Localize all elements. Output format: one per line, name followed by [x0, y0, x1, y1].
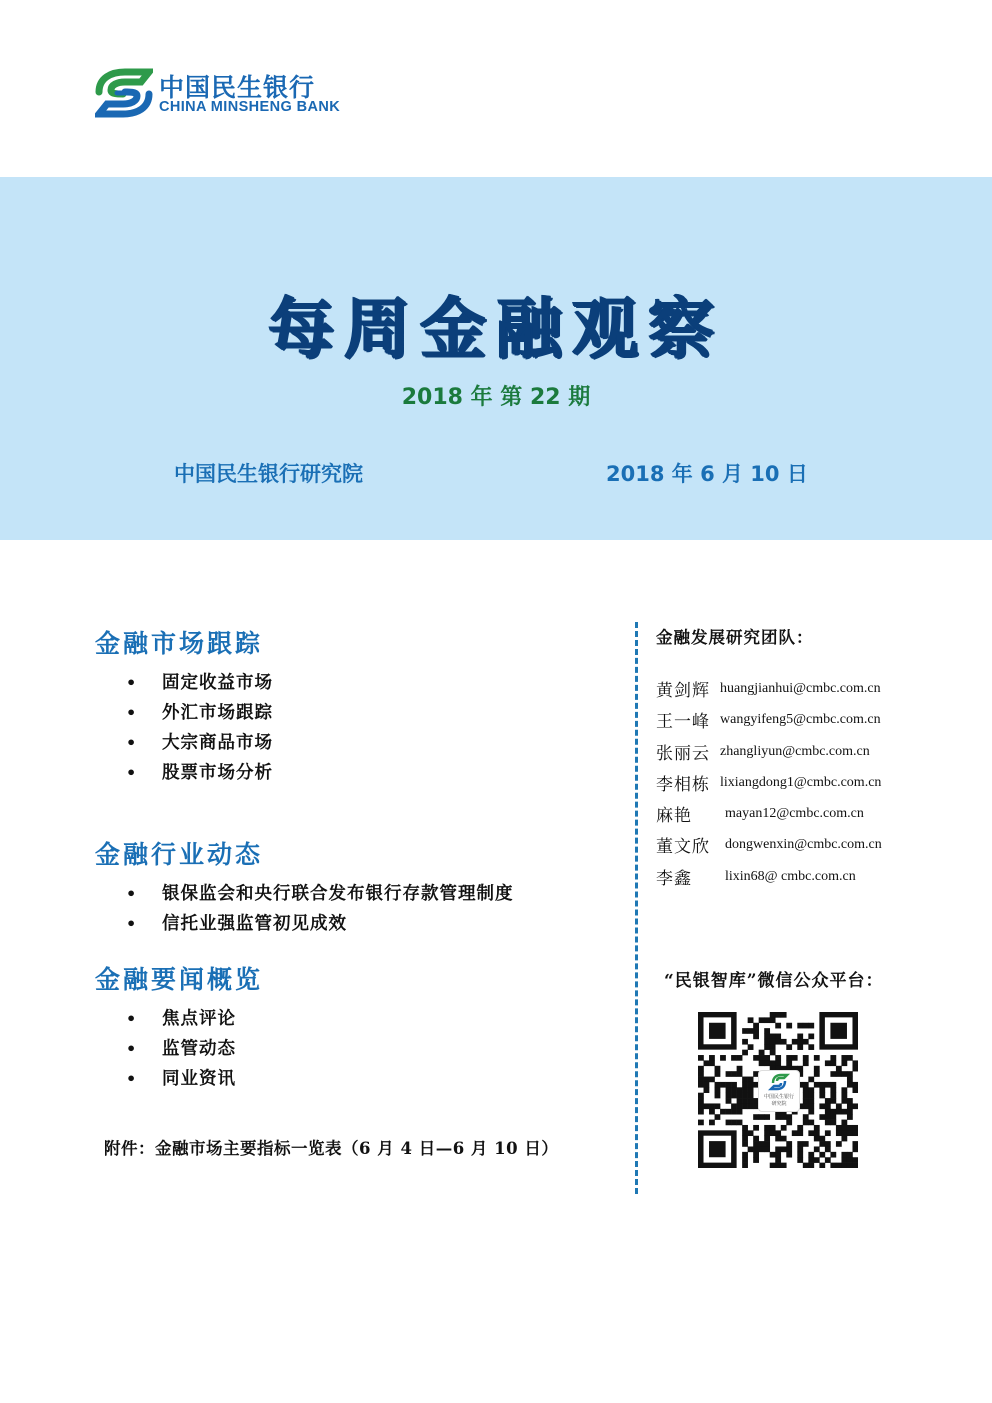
list-item [126, 1064, 236, 1094]
bullet-icon: • [126, 884, 138, 903]
list-item-label: 信托业强监管初见成效 [162, 914, 347, 934]
section-heading-industry-news: 金融行业动态 [95, 840, 264, 869]
list-item-label: 固定收益市场 [162, 673, 273, 693]
title-banner [0, 177, 992, 540]
bullet-icon: • [126, 703, 138, 722]
team-member [656, 739, 956, 770]
wechat-qr-code[interactable] [698, 1012, 858, 1168]
team-member [656, 676, 956, 707]
institute-name: 中国民生银行研究院 [174, 462, 363, 486]
team-member [656, 707, 956, 738]
publication-title: 每周金融观察 [268, 290, 724, 367]
member-name: 张丽云 [656, 743, 710, 764]
publication-date: 2018 年 6 月 10 日 [606, 462, 808, 486]
list-item [126, 758, 273, 788]
market-tracking-list [126, 668, 273, 788]
logo-english-name: CHINA MINSHENG BANK [159, 99, 341, 115]
bullet-icon: • [126, 1009, 138, 1028]
industry-news-list [126, 879, 514, 939]
bullet-icon: • [126, 1039, 138, 1058]
member-name: 李相栋 [656, 774, 710, 795]
issue-number: 2018 年 第 22 期 [401, 385, 591, 410]
appendix-note: 附件：金融市场主要指标一览表（6 月 4 日—6 月 10 日） [104, 1139, 559, 1158]
qr-center-sublabel: 研究院 [771, 1101, 787, 1107]
team-member [656, 864, 956, 895]
list-item-label: 同业资讯 [162, 1069, 236, 1089]
bullet-icon: • [126, 673, 138, 692]
minsheng-small-logo-icon [759, 1071, 799, 1093]
section-heading-news-overview: 金融要闻概览 [95, 965, 264, 994]
list-item [126, 1004, 236, 1034]
qr-center-logo [758, 1070, 800, 1112]
member-email[interactable]: dongwenxin@cmbc.com.cn [725, 837, 882, 853]
minsheng-logo-mark-icon [95, 68, 153, 118]
list-item-label: 银保监会和央行联合发布银行存款管理制度 [162, 884, 514, 904]
bullet-icon: • [126, 733, 138, 752]
list-item [126, 698, 273, 728]
list-item [126, 728, 273, 758]
team-list [656, 676, 956, 895]
member-name: 黄剑辉 [656, 681, 710, 701]
member-email[interactable]: zhangliyun@cmbc.com.cn [720, 743, 870, 759]
bullet-icon: • [126, 1069, 138, 1088]
member-email[interactable]: huangjianhui@cmbc.com.cn [720, 681, 881, 696]
member-email[interactable]: wangyifeng5@cmbc.com.cn [720, 712, 881, 728]
member-name: 麻艳 [656, 806, 692, 827]
wechat-label: “民银智库”微信公众平台： [664, 971, 884, 991]
team-member [656, 832, 956, 863]
logo-chinese-name: 中国民生银行 [159, 73, 316, 102]
list-item-label: 外汇市场跟踪 [162, 703, 273, 723]
column-divider [635, 622, 638, 1194]
list-item [126, 909, 514, 939]
member-email[interactable]: lixiangdong1@cmbc.com.cn [720, 774, 882, 790]
bullet-icon: • [126, 914, 138, 933]
team-member [656, 770, 956, 801]
team-heading: 金融发展研究团队： [656, 628, 814, 647]
list-item-label: 监管动态 [162, 1039, 236, 1059]
list-item [126, 1034, 236, 1064]
list-item-label: 焦点评论 [162, 1009, 236, 1029]
member-name: 王一峰 [656, 712, 710, 733]
list-item-label: 股票市场分析 [162, 763, 273, 783]
list-item-label: 大宗商品市场 [162, 733, 273, 753]
member-email[interactable]: lixin68@ cmbc.com.cn [725, 868, 856, 884]
bullet-icon: • [126, 763, 138, 782]
team-member [656, 801, 956, 832]
qr-center-label: 中国民生银行 [763, 1094, 794, 1100]
member-name: 董文欣 [656, 837, 710, 858]
member-email[interactable]: mayan12@cmbc.com.cn [725, 806, 864, 822]
list-item [126, 668, 273, 698]
member-name: 李鑫 [656, 868, 692, 889]
bank-logo [95, 68, 375, 120]
news-overview-list [126, 1004, 236, 1094]
list-item [126, 879, 514, 909]
section-heading-market-tracking: 金融市场跟踪 [95, 629, 264, 658]
